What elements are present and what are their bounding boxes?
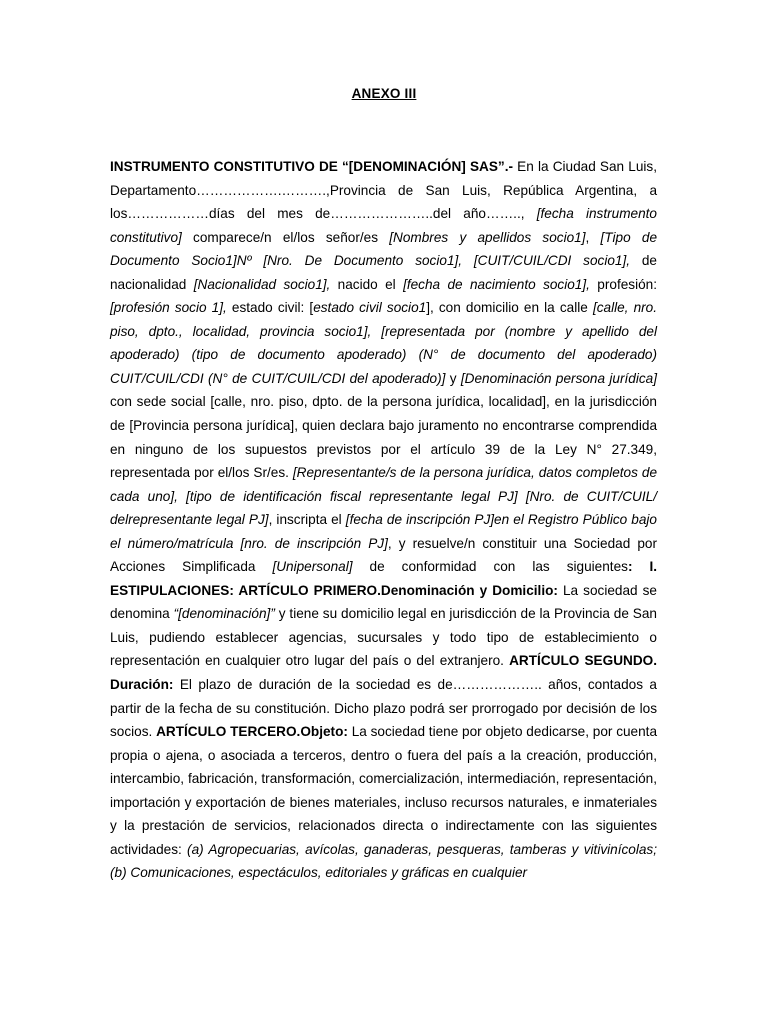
text-segment: de nacionalidad [110, 253, 657, 292]
placeholder-text-segment: “[denominación]” [173, 606, 275, 622]
text-segment: y [445, 370, 461, 386]
text-segment: La sociedad se denomina [110, 582, 657, 622]
text-segment: El plazo de duración de la sociedad es de……………….. años, contados a partir de la fecha de su constitución. Dicho plazo podrá ser prorrogado por decisión de los socios. [110, 677, 657, 740]
text-segment: , inscripta el [268, 512, 346, 528]
placeholder-text-segment: [Representante/s de la persona jurídica, datos completos de cada uno], [tipo de identificación fiscal representante legal PJ] [Nro. de CUIT/CUIL/ delrepresentante legal PJ] [110, 465, 658, 528]
text-segment: con sede social [calle, nro. piso, dpto. de la persona jurídica, localidad], en la jurisdicción de [Provincia persona jurídica], quien declara bajo juramento no encontrarse comprendida en ninguno de los supuestos previstos por el artículo 39 de la Ley N° 27.349, representada por el/los Sr/es. [110, 394, 657, 481]
text-segment: ], con domicilio en la calle [426, 300, 593, 316]
text-segment: , y resuelve/n constituir una Sociedad por Acciones Simplificada [110, 535, 657, 575]
placeholder-text-segment: [calle, nro. piso, dpto., localidad, provincia socio1], [representada por (nombre y apellido del apoderado) (tipo de documento apoderado) (N° de documento del apoderado) CUIT/CUIL/CDI (N° de CUIT/CUIL/CDI del apoderado)] [110, 300, 657, 386]
placeholder-text-segment: [Nacionalidad socio1], [193, 276, 331, 292]
document-heading: ANEXO III [351, 86, 417, 101]
placeholder-text-segment: [Tipo de Documento Socio1]Nº [Nro. De Documento socio1], [CUIT/CUIL/CDI socio1], [110, 229, 658, 269]
placeholder-text-segment: [fecha de inscripción PJ]en el Registro Público bajo el número/matrícula [nro. de inscripción PJ] [110, 512, 657, 551]
bold-text-segment: : I. ESTIPULACIONES: ARTÍCULO PRIMERO.Denominación y Domicilio: [110, 559, 658, 598]
text-segment: de conformidad con las siguientes [352, 559, 628, 575]
text-segment: La sociedad tiene por objeto dedicarse, por cuenta propia o ajena, o asociada a terceros, dentro o fuera del país a la creación, producción, intercambio, fabricación, transformación, comercialización, intermediación, representación, importación y exportación de bienes materiales, incluso recursos naturales, e inmateriales y la prestación de servicios, relacionados directa o indirectamente con las siguientes actividades: [110, 724, 658, 857]
bold-text-segment: INSTRUMENTO CONSTITUTIVO DE “[DENOMINACIÓN] SAS”.- [110, 159, 514, 174]
bold-text-segment: ARTÍCULO TERCERO.Objeto: [156, 724, 348, 740]
text-segment: nacido el [330, 276, 404, 292]
text-segment: estado civil: [ [226, 300, 314, 316]
text-segment: profesión: [589, 276, 657, 292]
text-segment: comparece/n el/los señor/es [181, 229, 390, 245]
body-paragraph [110, 155, 657, 885]
text-segment: En la Ciudad San Luis, Departamento……………….……….,Provincia de San Luis, República Argentina, a los………………días del mes de…………………..del año…….., [110, 159, 657, 222]
placeholder-text-segment: [fecha instrumento constitutivo] [110, 206, 657, 245]
placeholder-text-segment: [Nombres y apellidos socio1] [389, 229, 586, 245]
placeholder-text-segment: (a) Agropecuarias, avícolas, ganaderas, pesqueras, tamberas y vitivinícolas; (b) Comunicaciones, espectáculos, editoriales y gráficas en cualquier [110, 841, 658, 881]
placeholder-text-segment: [Denominación persona jurídica] [460, 370, 658, 386]
placeholder-text-segment: [fecha de nacimiento socio1], [403, 276, 590, 292]
bold-text-segment: ARTÍCULO SEGUNDO. Duración: [110, 653, 657, 693]
placeholder-text-segment: [Unipersonal] [272, 559, 353, 575]
placeholder-text-segment: [profesión socio 1], [110, 300, 227, 316]
text-segment: , [585, 229, 601, 245]
text-segment: y tiene su domicilio legal en jurisdicción de la Provincia de San Luis, pudiendo establecer agencias, sucursales y todo tipo de establecimiento o representación en cualquier otro lugar del país o del extranjero. [110, 606, 657, 669]
placeholder-text-segment: estado civil socio1 [313, 300, 427, 316]
